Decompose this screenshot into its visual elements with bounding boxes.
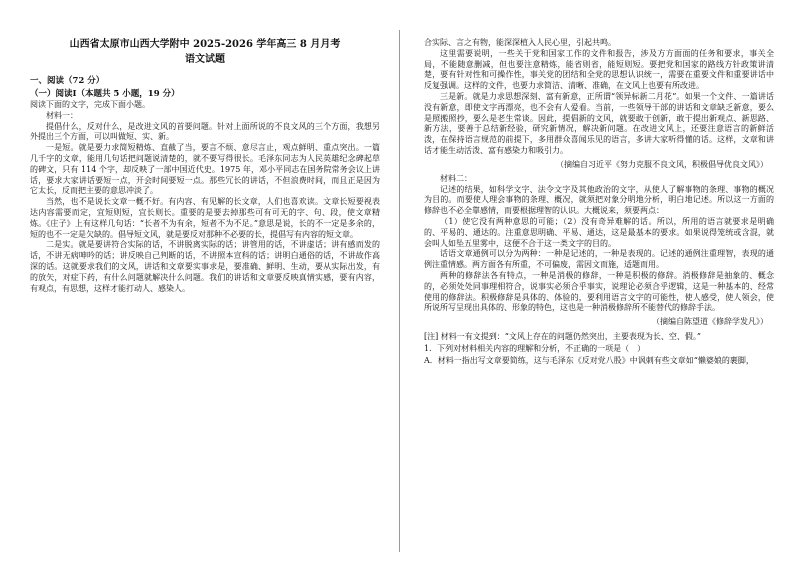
material2-paragraph: （1）使它没有两种意思的可能；（2）没有奇异难解的话。所以，所用的语言就要求是明确的、平易的、通达的。注重意思明确、平易、通达，这是最基本的要求。如果说得笼统或含混，就会叫人如坠五里雾中，这便不合于这一类文字的目的。 bbox=[424, 216, 774, 248]
material1-label: 材料一： bbox=[46, 110, 78, 120]
exam-subtitle: 语文试题 bbox=[185, 54, 225, 65]
material1-paragraph: 一是短。就是要力求简短精炼、直截了当，要言不烦、意尽言止，观点鲜明、重点突出。一篇几千字的文章，能用几句话把问题说清楚的，就不要写得很长。毛泽东同志为人民英雄纪念碑起草的碑文，只有 114 个字，却反映了一部中国近代史。1975 年，邓小平同志在国务院常务会议上讲话，要求大家讲话要短一点，开会时间要短一点。那些冗长的讲话，不但浪费时间，而且正是因为它太长，反而把主要的意思冲淡了。 bbox=[30, 143, 380, 196]
material2-paragraph: 两种的修辞法各有特点，一种是消极的修辞，一种是积极的修辞。消极修辞是抽象的、概念的，必须处处同事理相符合，说事实必须合乎事实，说理论必须合乎逻辑，这是一种基本的、经常使用的修辞法。积极修辞是具体的、体验的，要利用语言文字的可能性，使人感受，使人领会，使所说所写呈现出具体的、形象的特色，这也是一种消极修辞所不能替代的修辞手法。 bbox=[424, 270, 774, 313]
material2-paragraph: 话语文章通例可以分为两种：一种是记述的，一种是表现的。记述的通例注重理智，表现的通例注重情感。两方面各有所重，不可偏废，需因文而施，适题而用。 bbox=[424, 249, 774, 270]
material1-paragraph: 这里需要说明，一些关于党和国家工作的文件和报告，涉及方方面面的任务和要求，事关全局，不能随意删减，但也要注意精炼，能省则省，能短则短。要把党和国家的路线方针政策讲清楚，要有针对性和可操作性，事关党的团结和全党的思想认识统一，需要在重要文件和重要讲话中反复强调。这样的文件，也要力求简洁、清晰、准确，在文风上也要有所改进。 bbox=[424, 48, 774, 91]
material1-source: （摘编自习近平《努力克服不良文风，积极倡导优良文风》） bbox=[556, 159, 768, 169]
material1-paragraph: 三是新。就是力求思想深刻、富有新意，正所谓“领异标新二月花”。如果一个文件、一篇讲话没有新意，即使文字再漂亮，也不会有人爱看。当前，一些领导干部的讲话和文章缺乏新意，要么是照搬照抄，要么是老生常谈。因此，提倡新的文风，就要敢于创新，敢于提出新观点、新思路、新方法，要善于总结新经验，研究新情况，解决新问题。在改进文风上，还要注意语言的新鲜活泼，在保持语言规范的前提下，多用群众喜闻乐见的语言，多讲大家听得懂的话。这样，文章和讲话才能生动活泼、富有感染力和吸引力。 bbox=[424, 91, 774, 155]
exam-title: 山西省太原市山西大学附中 2025-2026 学年高三 8 月月考 bbox=[69, 39, 341, 50]
section-heading: 一、阅读（72 分） bbox=[30, 76, 105, 86]
material1-continuation: 合实际、言之有物，能深深植入人民心里，引起共鸣。 bbox=[424, 38, 616, 47]
annotation-note: [注] 材料一有文提到：“文风上存在的问题仍然突出，主要表现为长、空、假。” bbox=[424, 332, 701, 342]
material1-paragraph: 二是实。就是要讲符合实际的话，不讲脱离实际的话；讲管用的话，不讲虚话；讲有感而发的话，不讲无病呻吟的话；讲反映自己判断的话，不讲照本宣科的话；讲明白通俗的话，不讲故作高深的话。这就要求我们的文风，讲话和文章要实事求是，要准确、鲜明、生动，要从实际出发，有的放矢，对症下药，有什么问题就解决什么问题。我们的讲话和文章要反映真情实感，要有内容，有观点，有思想，这样才能打动人、感染人。 bbox=[30, 240, 380, 293]
material1-paragraph: 当然，也不是说长文章一概不好。有内容、有见解的长文章，人们也喜欢读。文章长短要视表达内容需要而定，宜短则短，宜长则长。重要的是要去掉那些可有可无的字、句、段，使文章精炼。《庄子》上有这样几句话：“长者不为有余，短者不为不足。”意思是说，长的不一定是多余的，短的也不一定是欠缺的。倡导短文风，就是要反对那种不必要的长，提倡写有内容的短文章。 bbox=[30, 197, 380, 239]
instruction-text: 阅读下面的文字，完成下面小题。 bbox=[30, 100, 150, 109]
material2-label: 材料二： bbox=[440, 173, 472, 183]
subsection-heading: （一）阅读Ⅰ（本题共 5 小题，19 分） bbox=[30, 89, 180, 99]
question-1: 1．下列对材料相关内容的理解和分析，不正确的一项是（ ） bbox=[424, 344, 646, 354]
material2-paragraph: 记述的结果，如科学文字、法令文字及其他政治的文字，从使人了解事物的条理、事物的概况为目的。而要使人理会事物的条理、概况，就须把对象分明地分析，明白地记述。所以这一方面的修辞也不必全靠感情，而要根据理智的认识。大概说来，须要两点： bbox=[424, 184, 774, 216]
right-column bbox=[400, 0, 800, 566]
material2-source: （摘编自陈望道《修辞学发凡》） bbox=[652, 317, 768, 327]
question-1-option-a: A．材料一指出写文章要简练，这与毛泽东《反对党八股》中讽刺有些文章如“懒婆娘的裹脚， bbox=[424, 356, 754, 366]
material1-paragraph: 提倡什么，反对什么，是改进文风的首要问题。针对上面所说的不良文风的三个方面，我想另外提出三个方面，可以叫做短、实、新。 bbox=[30, 121, 380, 142]
